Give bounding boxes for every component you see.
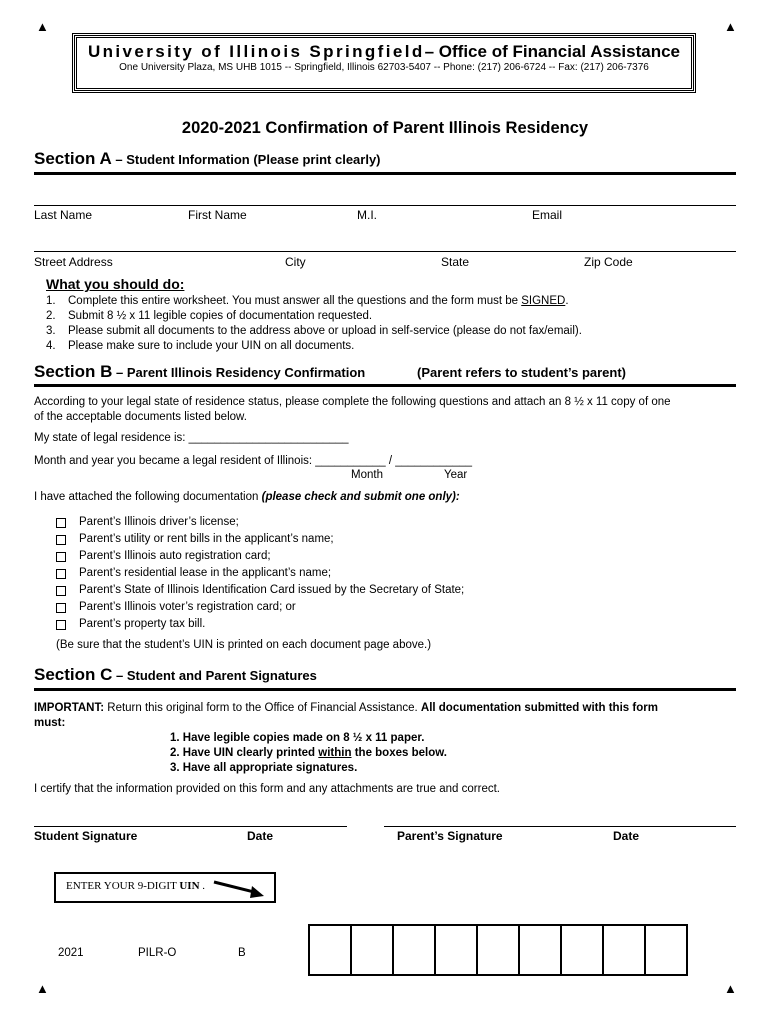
uin-prompt-text: ENTER YOUR 9-DIGIT UIN . bbox=[66, 880, 206, 892]
address-row-line[interactable] bbox=[34, 251, 736, 252]
checkbox[interactable] bbox=[56, 552, 66, 562]
section-b-letter: Section B bbox=[34, 362, 113, 381]
corner-marker-bottom-left: ▲ bbox=[36, 981, 49, 996]
residency-date-field[interactable]: Month and year you became a legal resident of Illinois: ___________ / ____________ bbox=[34, 455, 472, 467]
state-label: State bbox=[441, 255, 470, 269]
section-a-title: – Student Information (Please print clearly) bbox=[111, 152, 381, 167]
documents-checklist bbox=[56, 514, 464, 633]
section-b-note: (Parent refers to student’s parent) bbox=[417, 365, 627, 380]
section-a-letter: Section A bbox=[34, 149, 112, 168]
section-a-heading bbox=[34, 149, 381, 169]
section-b-rule bbox=[34, 384, 736, 387]
uin-digit-box[interactable] bbox=[434, 924, 478, 976]
parent-date-label: Date bbox=[613, 829, 640, 843]
parent-signature-label: Parent’s Signature bbox=[397, 829, 503, 843]
document-option[interactable]: Parent’s State of Illinois Identification Card issued by the Secretary of State; bbox=[56, 582, 464, 599]
university-name: University of Illinois Springfield bbox=[87, 42, 425, 61]
page-title: 2020-2021 Confirmation of Parent Illinois Residency bbox=[181, 119, 589, 137]
corner-marker-top-right: ▲ bbox=[724, 19, 737, 34]
state-of-residence-field[interactable]: My state of legal residence is: _________________________ bbox=[34, 432, 349, 444]
document-option[interactable]: Parent’s Illinois driver’s license; bbox=[56, 514, 464, 531]
uin-digit-box[interactable] bbox=[560, 924, 604, 976]
footer-year: 2021 bbox=[58, 947, 84, 959]
arrow-right-icon bbox=[212, 876, 270, 902]
first-name-label: First Name bbox=[188, 208, 247, 222]
section-b-heading bbox=[34, 362, 365, 382]
last-name-label: Last Name bbox=[34, 208, 93, 222]
instruction-item: 3. Please submit all documents to the address above or upload in self-service (please do not fax/email). bbox=[46, 325, 582, 337]
city-label: City bbox=[285, 255, 306, 269]
instruction-item: 4. Please make sure to include your UIN on all documents. bbox=[46, 340, 355, 352]
footer-code: PILR-O bbox=[138, 947, 177, 959]
section-c-heading bbox=[34, 665, 317, 685]
checkbox[interactable] bbox=[56, 603, 66, 613]
corner-marker-bottom-right: ▲ bbox=[724, 981, 737, 996]
uin-reminder: (Be sure that the student’s UIN is printed on each document page above.) bbox=[56, 639, 432, 651]
office-name: – Office of Financial Assistance bbox=[424, 42, 681, 61]
section-c-letter: Section C bbox=[34, 665, 113, 684]
attached-docs-prompt: I have attached the following documentation (please check and submit one only): bbox=[34, 491, 460, 503]
document-option[interactable]: Parent’s property tax bill. bbox=[56, 616, 464, 633]
uin-digit-box[interactable] bbox=[602, 924, 646, 976]
document-option[interactable]: Parent’s Illinois auto registration card; bbox=[56, 548, 464, 565]
uin-digit-box[interactable] bbox=[392, 924, 436, 976]
instruction-item: 1. Complete this entire worksheet. You must answer all the questions and the form must be SIGNED. bbox=[46, 295, 569, 307]
checkbox[interactable] bbox=[56, 535, 66, 545]
section-c-title: – Student and Parent Signatures bbox=[112, 668, 317, 683]
instruction-item: 2. Submit 8 ½ x 11 legible copies of documentation requested. bbox=[46, 310, 373, 322]
uin-digit-box[interactable] bbox=[350, 924, 394, 976]
header-title bbox=[76, 42, 692, 62]
checkbox[interactable] bbox=[56, 586, 66, 596]
student-signature-label: Student Signature bbox=[34, 829, 138, 843]
uin-digit-box[interactable] bbox=[476, 924, 520, 976]
important-notice: IMPORTANT: Return this original form to the Office of Financial Assistance. All documentation submitted with this form must: bbox=[34, 702, 658, 729]
uin-entry-boxes bbox=[308, 924, 688, 976]
zip-code-label: Zip Code bbox=[584, 255, 633, 269]
what-you-should-do-heading: What you should do: bbox=[46, 276, 185, 292]
section-c-rule bbox=[34, 688, 736, 691]
uin-digit-box[interactable] bbox=[308, 924, 352, 976]
student-date-label: Date bbox=[247, 829, 274, 843]
uin-digit-box[interactable] bbox=[518, 924, 562, 976]
checkbox[interactable] bbox=[56, 620, 66, 630]
section-b-intro: According to your legal state of residence status, please complete the following questions and attach an 8 ½ x 11 copy of one of the acceptable documents listed below. bbox=[34, 396, 671, 423]
instructions-list bbox=[46, 294, 582, 354]
month-label: Month bbox=[351, 469, 383, 481]
year-label: Year bbox=[444, 469, 468, 481]
name-row-line[interactable] bbox=[34, 205, 736, 206]
email-label: Email bbox=[532, 208, 563, 222]
requirements-list: 1. Have legible copies made on 8 ½ x 11 paper. 2. Have UIN clearly printed within the boxes below. 3. Have all appropriate signatures. bbox=[170, 732, 447, 774]
uin-digit-box[interactable] bbox=[644, 924, 688, 976]
footer-letter: B bbox=[238, 947, 246, 959]
document-option[interactable]: Parent’s residential lease in the applicant’s name; bbox=[56, 565, 464, 582]
document-option[interactable]: Parent’s utility or rent bills in the applicant’s name; bbox=[56, 531, 464, 548]
document-option[interactable]: Parent’s Illinois voter’s registration card; or bbox=[56, 599, 464, 616]
checkbox[interactable] bbox=[56, 569, 66, 579]
checkbox[interactable] bbox=[56, 518, 66, 528]
section-b-title: – Parent Illinois Residency Confirmation bbox=[112, 365, 366, 380]
header-address: One University Plaza, MS UHB 1015 -- Springfield, Illinois 62703-5407 -- Phone: (217) 206-6724 -- Fax: (217) 206-7376 bbox=[119, 62, 649, 73]
certify-statement: I certify that the information provided on this form and any attachments are true and correct. bbox=[34, 783, 500, 795]
mi-label: M.I. bbox=[357, 208, 377, 222]
parent-signature-line[interactable] bbox=[384, 826, 736, 827]
section-a-rule bbox=[34, 172, 736, 175]
corner-marker-top-left: ▲ bbox=[36, 19, 49, 34]
street-address-label: Street Address bbox=[34, 255, 113, 269]
student-signature-line[interactable] bbox=[34, 826, 347, 827]
